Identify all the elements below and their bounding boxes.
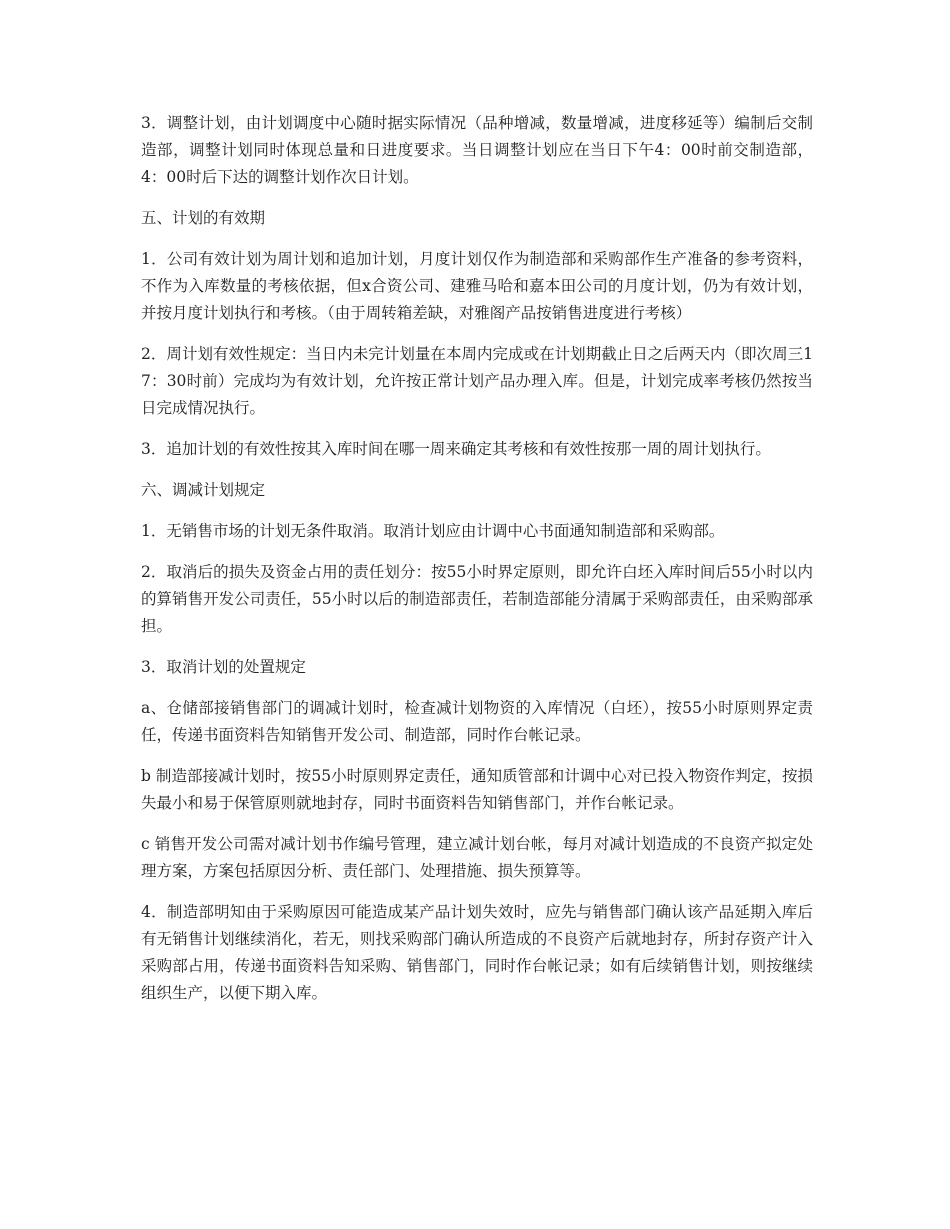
paragraph-cancel-no-market: 1．无销售市场的计划无条件取消。取消计划应由计调中心书面通知制造部和采购部。: [141, 522, 725, 540]
subheading-cancel-handling: 3．取消计划的处置规定: [141, 658, 306, 676]
paragraph-responsibility: 2．取消后的损失及资金占用的责任划分：按55小时界定原则，即允许白坯入库时间后55小时以内的算销售开发公司责任，55小时以后的制造部责任，若制造部能分清属于采购部责任，由采购部承担。: [141, 563, 813, 635]
paragraph-procurement-failure: 4．制造部明知由于采购原因可能造成某产品计划失效时，应先与销售部门确认该产品延期入库后有无销售计划继续消化，若无，则找采购部门确认所造成的不良资产后就地封存，所封存资产计入采购部占用，传递书面资料告知采购、销售部门，同时作台帐记录；如有后续销售计划，则按继续组织生产，以便下期入库。: [141, 903, 813, 1002]
section-heading-reduction: 六、调减计划规定: [141, 481, 266, 499]
document-body: [141, 110, 813, 1021]
paragraph-item-c: c 销售开发公司需对减计划书作编号管理，建立减计划台帐，每月对减计划造成的不良资产拟定处理方案，方案包括原因分析、责任部门、处理措施、损失预算等。: [141, 835, 813, 880]
paragraph-item-a: a、仓储部接销售部门的调减计划时，检查减计划物资的入库情况（白坯），按55小时原则界定责任，传递书面资料告知销售开发公司、制造部，同时作台帐记录。: [141, 699, 813, 744]
paragraph-weekly-validity: 2．周计划有效性规定：当日内未完计划量在本周内完成或在计划期截止日之后两天内（即次周三17：30时前）完成均为有效计划，允许按正常计划产品办理入库。但是，计划完成率考核仍然按当日完成情况执行。: [141, 345, 813, 417]
paragraph-additional-validity: 3．追加计划的有效性按其入库时间在哪一周来确定其考核和有效性按那一周的周计划执行。: [141, 440, 771, 458]
section-heading-validity: 五、计划的有效期: [141, 209, 266, 227]
paragraph-adjust-plan: 3．调整计划，由计划调度中心随时据实际情况（品种增减，数量增减，进度移延等）编制后交制造部，调整计划同时体现总量和日进度要求。当日调整计划应在当日下午4：00时前交制造部，4：00时后下达的调整计划作次日计划。: [141, 114, 813, 186]
paragraph-item-b: b 制造部接减计划时，按55小时原则界定责任，通知质管部和计调中心对已投入物资作判定，按损失最小和易于保管原则就地封存，同时书面资料告知销售部门，并作台帐记录。: [141, 767, 813, 812]
paragraph-valid-plans: 1．公司有效计划为周计划和追加计划，月度计划仅作为制造部和采购部作生产准备的参考资料，不作为入库数量的考核依据，但x合资公司、建雅马哈和嘉本田公司的月度计划，仍为有效计划，并按月度计划执行和考核。（由于周转箱差缺，对雅阁产品按销售进度进行考核）: [141, 250, 813, 322]
